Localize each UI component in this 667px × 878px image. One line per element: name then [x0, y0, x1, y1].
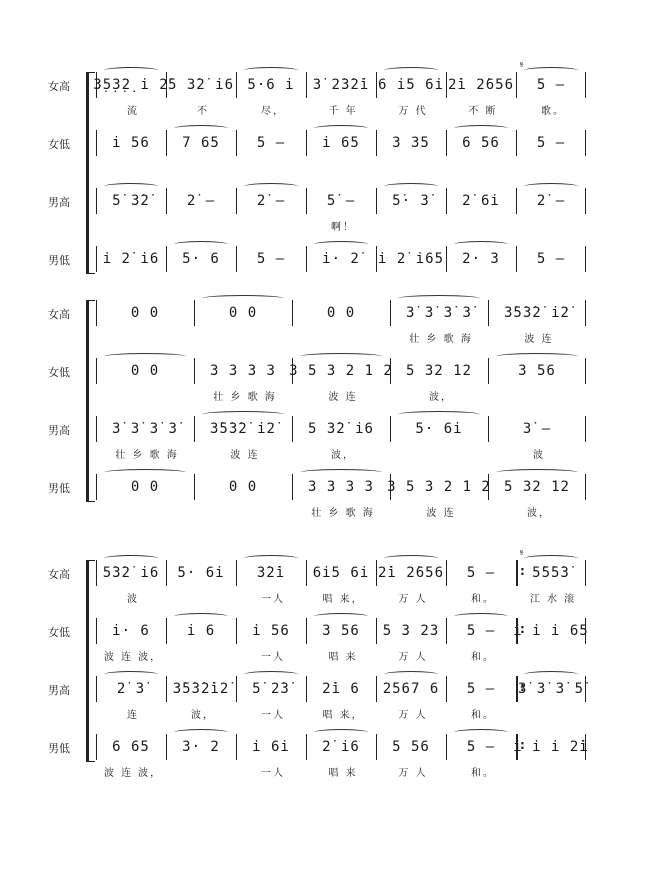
barline-end: [585, 130, 586, 156]
measure-notes: 5 —: [466, 681, 496, 697]
slur-mark: [104, 469, 186, 476]
staff-row: [96, 474, 586, 519]
slur-mark: [174, 613, 228, 620]
slur-mark: [524, 67, 578, 74]
measure-notes: 3 3 3 3: [307, 479, 374, 495]
system-brace: [86, 72, 95, 274]
slur-mark: [202, 411, 284, 418]
slur-mark: [104, 671, 158, 678]
barline-end: [585, 618, 586, 644]
slur-mark: [174, 125, 228, 132]
lyric-text: 壮 乡 歌 海: [409, 334, 473, 345]
barline: [194, 474, 195, 500]
measure-notes: 2̇ —: [256, 193, 286, 209]
measure-notes: 2̇ 3̇: [116, 681, 146, 697]
barline: [376, 188, 377, 214]
slur-mark: [384, 67, 438, 74]
staff-row: [96, 560, 586, 605]
measure-notes: 5 —: [466, 739, 496, 755]
measure-notes: 5̇5̇5̇3̇: [532, 565, 570, 581]
lyric-text: 江 水 滚: [529, 594, 577, 605]
barline: [96, 358, 97, 384]
measure-notes: 5 3 23: [382, 623, 440, 639]
lyric-text: 万 人: [398, 710, 428, 721]
voice-label: 男高: [48, 196, 70, 209]
repeat-sign: [516, 734, 526, 760]
barline: [236, 246, 237, 272]
lyric-text: 不 断: [468, 106, 498, 117]
barline-end: [585, 188, 586, 214]
lyric-text: 和。: [471, 594, 495, 605]
lyric-text: 一人: [261, 652, 285, 663]
measure-notes: 0 0: [228, 479, 258, 495]
slur-mark: [174, 729, 228, 736]
slur-mark: [244, 671, 298, 678]
measure-notes: 3̇ 3̇ 3̇ 3̇: [111, 421, 178, 437]
lyric-text: 波 连: [230, 450, 260, 461]
measure-notes: 3 56: [322, 623, 360, 639]
barline: [306, 734, 307, 760]
barline-end: [585, 416, 586, 442]
barline: [306, 130, 307, 156]
slur-mark: [104, 555, 158, 562]
measure-notes: 0 0: [326, 305, 356, 321]
lyric-text: 万 代: [398, 106, 428, 117]
measure-notes: 2̇i 2̇656: [378, 565, 445, 581]
measure-notes: 5 —: [256, 135, 286, 151]
voice-label: 女低: [48, 366, 70, 379]
lyric-text: 唱 来: [328, 768, 358, 779]
barline: [446, 560, 447, 586]
barline: [166, 130, 167, 156]
measure-notes: 0 0: [228, 305, 258, 321]
staff-row: [96, 300, 586, 345]
slur-mark: [314, 241, 368, 248]
voice-label: 男高: [48, 684, 70, 697]
segno-mark: 𝄋: [520, 60, 524, 69]
measure-notes: 3̇5̇3̇2̇ i2̇: [209, 421, 276, 437]
repeat-sign: [516, 560, 526, 586]
staff-row: [96, 734, 589, 779]
voice-label: 女高: [48, 308, 70, 321]
measure-notes: 2̇ —: [186, 193, 216, 209]
segno-mark: 𝄋: [520, 548, 524, 557]
barline: [376, 560, 377, 586]
barline: [446, 246, 447, 272]
slur-mark: [398, 295, 480, 302]
barline: [236, 676, 237, 702]
staff-row: [96, 416, 586, 461]
barline: [390, 300, 391, 326]
lyric-text: 不: [197, 106, 209, 117]
staff-row: [96, 130, 586, 156]
slur-mark: [314, 729, 368, 736]
measure-notes: 5 —: [536, 135, 566, 151]
lyric-text: 千 年: [328, 106, 358, 117]
barline: [236, 560, 237, 586]
lyric-text: 波，: [429, 392, 453, 403]
barline: [166, 560, 167, 586]
barline: [96, 246, 97, 272]
measure-notes: 2567 6: [382, 681, 440, 697]
measure-notes: 3̇ —: [522, 421, 552, 437]
measure-notes: 3̇5̇3̇2̇i2̇: [172, 681, 230, 697]
lyric-text: 和。: [471, 652, 495, 663]
measure-notes: 6 56: [462, 135, 500, 151]
measure-notes: 5 32 12: [405, 363, 472, 379]
slur-mark: [314, 125, 368, 132]
measure-notes: i· 2̇: [322, 251, 360, 267]
slur-mark: [244, 67, 298, 74]
lyric-text: 波 连 波，: [103, 768, 163, 779]
lyric-text: 和。: [471, 768, 495, 779]
lyric-text: 壮 乡 歌 海: [311, 508, 375, 519]
barline: [488, 474, 489, 500]
barline: [96, 618, 97, 644]
lyric-text: 万 人: [398, 652, 428, 663]
slur-mark: [454, 125, 508, 132]
barline: [376, 246, 377, 272]
measure-notes: 5· 6i: [415, 421, 463, 437]
staff-row: [96, 676, 586, 721]
lyric-text: 一人: [261, 768, 285, 779]
measure-notes: i 6i: [252, 739, 290, 755]
barline: [166, 188, 167, 214]
barline: [376, 676, 377, 702]
barline: [306, 72, 307, 98]
voice-label: 女高: [48, 568, 70, 581]
barline: [446, 188, 447, 214]
lyric-text: 一人: [261, 710, 285, 721]
lyric-text: 波，: [527, 508, 551, 519]
barline: [376, 734, 377, 760]
slur-mark: [104, 183, 158, 190]
measure-notes: 3̇5̇3̇2̇ i2̇: [503, 305, 570, 321]
barline: [488, 416, 489, 442]
barline: [292, 300, 293, 326]
measure-notes: 5 —: [536, 77, 566, 93]
lyric-text: 波 连: [524, 334, 554, 345]
slur-mark: [300, 469, 382, 476]
barline: [446, 72, 447, 98]
barline: [96, 676, 97, 702]
measure-notes: 3̇ 2̇3̇2̇i: [312, 77, 370, 93]
barline-end: [585, 300, 586, 326]
measure-notes: 5̇· 3̇: [392, 193, 430, 209]
barline: [166, 72, 167, 98]
slur-mark: [496, 353, 578, 360]
measure-notes: 2̇ —: [536, 193, 566, 209]
measure-notes: 3· 2: [182, 739, 220, 755]
measure-notes: i 6: [186, 623, 216, 639]
barline: [376, 130, 377, 156]
barline: [446, 618, 447, 644]
slur-mark: [384, 183, 438, 190]
voice-label: 女低: [48, 626, 70, 639]
measure-notes: i 56: [112, 135, 150, 151]
measure-notes: 2̇ i6: [322, 739, 360, 755]
barline: [516, 246, 517, 272]
barline: [166, 618, 167, 644]
lyric-text: 波: [127, 594, 139, 605]
barline: [96, 560, 97, 586]
measure-notes: 5 —: [256, 251, 286, 267]
lyric-text: 万 人: [398, 594, 428, 605]
barline: [306, 676, 307, 702]
staff-row: [96, 188, 586, 233]
measure-notes: 2̇i 6: [322, 681, 360, 697]
measure-notes: 3 5 3 2 1 2: [289, 363, 393, 379]
slur-mark: [384, 555, 438, 562]
lyric-text: 和。: [471, 710, 495, 721]
voice-label: 女高: [48, 80, 70, 93]
barline: [306, 246, 307, 272]
slur-mark: [384, 671, 438, 678]
measure-notes: 3 5 3 2 1 2: [387, 479, 491, 495]
measure-notes: 5·6 i: [247, 77, 295, 93]
measure-notes: 5 3̇2̇ i6: [307, 421, 374, 437]
measure-notes: 5̇ 2̇3̇: [252, 681, 290, 697]
slur-mark: [454, 241, 508, 248]
slur-mark: [496, 469, 578, 476]
barline: [236, 72, 237, 98]
slur-mark: [244, 183, 298, 190]
staff-row: [96, 246, 586, 272]
barline: [306, 560, 307, 586]
measure-notes: i 2̇ i6: [102, 251, 160, 267]
measure-notes: 2̇i 2̇656: [448, 77, 515, 93]
barline: [306, 188, 307, 214]
measure-notes: 3 56: [518, 363, 556, 379]
system-brace: [86, 560, 95, 762]
measure-notes: 5· 6: [182, 251, 220, 267]
barline: [446, 734, 447, 760]
measure-notes: 5 —: [466, 565, 496, 581]
slur-mark: [454, 729, 508, 736]
measure-notes: 3 35: [392, 135, 430, 151]
measure-notes: i i i 2̇i: [513, 739, 589, 755]
barline: [194, 358, 195, 384]
barline: [166, 246, 167, 272]
lyric-text: 波 连: [426, 508, 456, 519]
slur-mark: [524, 671, 578, 678]
barline: [488, 358, 489, 384]
voice-label: 女低: [48, 138, 70, 151]
measure-notes: 6 65: [112, 739, 150, 755]
lyric-text: 壮 乡 歌 海: [115, 450, 179, 461]
barline: [96, 188, 97, 214]
lyric-text: 唱 来，: [322, 710, 364, 721]
voice-label: 男低: [48, 254, 70, 267]
barline: [96, 130, 97, 156]
measure-notes: 5 32 12: [503, 479, 570, 495]
barline-end: [585, 734, 586, 760]
slur-mark: [244, 555, 298, 562]
barline: [96, 416, 97, 442]
measure-notes: i 56: [252, 623, 290, 639]
lyric-text: 波: [533, 450, 545, 461]
barline: [96, 300, 97, 326]
barline: [516, 130, 517, 156]
lyric-text: 歌。: [541, 106, 565, 117]
slur-mark: [524, 183, 578, 190]
slur-mark: [314, 613, 368, 620]
slur-mark: [454, 613, 508, 620]
lyric-text: 唱 来: [328, 652, 358, 663]
measure-notes: i 65: [322, 135, 360, 151]
measure-notes: 5̇ 3̇2̇: [112, 193, 150, 209]
barline: [488, 300, 489, 326]
lyric-text: 波，: [191, 710, 215, 721]
slur-mark: [300, 353, 382, 360]
measure-notes: 5 —: [536, 251, 566, 267]
barline: [236, 130, 237, 156]
staff-row: [96, 358, 586, 403]
repeat-sign: [516, 618, 526, 644]
barline-end: [585, 246, 586, 272]
barline: [292, 474, 293, 500]
barline-end: [585, 676, 586, 702]
lyric-text: 波，: [331, 450, 355, 461]
staff-row: [93, 72, 586, 117]
lyric-text: 流: [127, 106, 139, 117]
measure-notes: i· 6: [112, 623, 150, 639]
lyric-text: 一人: [261, 594, 285, 605]
barline-end: [585, 560, 586, 586]
barline: [236, 734, 237, 760]
barline: [390, 416, 391, 442]
lyric-text: 壮 乡 歌 海: [213, 392, 277, 403]
measure-notes: 5̇ —: [326, 193, 356, 209]
barline: [166, 676, 167, 702]
lyric-text: 万 人: [398, 768, 428, 779]
slur-mark: [104, 353, 186, 360]
system-brace: [86, 300, 95, 502]
measure-notes: 0 0: [130, 305, 160, 321]
slur-mark: [202, 295, 284, 302]
slur-mark: [104, 67, 158, 74]
measure-notes: 2̇ 6i: [462, 193, 500, 209]
barline: [194, 300, 195, 326]
measure-notes: 6i5 6i: [312, 565, 370, 581]
voice-label: 男低: [48, 482, 70, 495]
staff-row: [96, 618, 589, 663]
barline: [236, 188, 237, 214]
barline: [96, 734, 97, 760]
voice-label: 男低: [48, 742, 70, 755]
slur-mark: [398, 411, 480, 418]
lyric-text: 啊！: [331, 222, 355, 233]
barline: [376, 618, 377, 644]
measure-notes: 5· 6i: [177, 565, 225, 581]
measure-notes: 3̣5̣3̣2̣ i 2̇: [93, 77, 169, 93]
barline: [376, 72, 377, 98]
lyric-text: 波 连 波，: [103, 652, 163, 663]
slur-mark: [174, 241, 228, 248]
measure-notes: 5 56: [392, 739, 430, 755]
barline: [166, 734, 167, 760]
lyric-text: 唱 来，: [322, 594, 364, 605]
measure-notes: 2· 3: [462, 251, 500, 267]
barline: [446, 676, 447, 702]
barline: [390, 358, 391, 384]
measure-notes: 3̇ 3̇ 3̇ 3̇: [405, 305, 472, 321]
lyric-text: 尽，: [261, 106, 285, 117]
measure-notes: 6 i5 6i: [378, 77, 445, 93]
repeat-sign: [516, 676, 526, 702]
lyric-text: 连: [127, 710, 139, 721]
measure-notes: 3̇2̇i: [256, 565, 286, 581]
barline: [446, 130, 447, 156]
barline: [516, 188, 517, 214]
measure-notes: 0 0: [130, 363, 160, 379]
measure-notes: 3 3 3 3: [209, 363, 276, 379]
barline: [236, 618, 237, 644]
measure-notes: 7 65: [182, 135, 220, 151]
barline: [292, 416, 293, 442]
measure-notes: 3̇ 3̇ 3̇ 5̇: [518, 681, 585, 697]
measure-notes: 5̇3̇2̇ i6: [102, 565, 160, 581]
measure-notes: i 2̇ i65: [378, 251, 445, 267]
barline: [306, 618, 307, 644]
measure-notes: i i i 65: [513, 623, 589, 639]
barline-end: [585, 358, 586, 384]
barline: [96, 474, 97, 500]
barline-end: [585, 72, 586, 98]
measure-notes: 5 3̇2̇ i6: [168, 77, 235, 93]
voice-label: 男高: [48, 424, 70, 437]
lyric-text: 波 连: [328, 392, 358, 403]
measure-notes: 5 —: [466, 623, 496, 639]
barline-end: [585, 474, 586, 500]
slur-mark: [524, 555, 578, 562]
barline: [194, 416, 195, 442]
barline: [516, 72, 517, 98]
measure-notes: 0 0: [130, 479, 160, 495]
